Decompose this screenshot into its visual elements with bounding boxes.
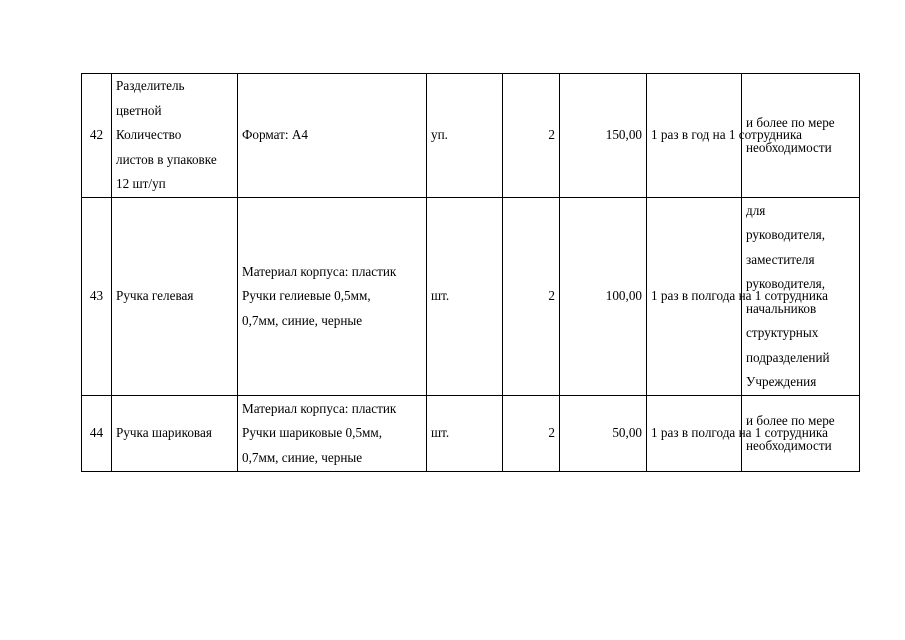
item-name: Разделитель цветной Количество листов в упаковке 12 шт/уп <box>112 74 238 198</box>
item-spec: Формат: А4 <box>238 74 427 198</box>
item-name: Ручка гелевая <box>112 198 238 396</box>
item-quantity: 2 <box>503 198 560 396</box>
item-price: 100,00 <box>560 198 647 396</box>
item-quantity: 2 <box>503 74 560 198</box>
item-note: и более по мере необходимости <box>742 396 860 472</box>
row-number: 43 <box>82 198 112 396</box>
row-number: 44 <box>82 396 112 472</box>
item-norm: 1 раз в полгода на 1 сотрудника <box>647 198 742 396</box>
item-spec: Материал корпуса: пластик Ручки шариковые 0,5мм, 0,7мм, синие, черные <box>238 396 427 472</box>
item-unit: уп. <box>427 74 503 198</box>
row-number: 42 <box>82 74 112 198</box>
table-row <box>82 74 860 198</box>
item-norm: 1 раз в год на 1 сотрудника <box>647 74 742 198</box>
item-price: 150,00 <box>560 74 647 198</box>
item-quantity: 2 <box>503 396 560 472</box>
item-norm: 1 раз в полгода на 1 сотрудника <box>647 396 742 472</box>
table-row <box>82 396 860 472</box>
item-note: и более по мере необходимости <box>742 74 860 198</box>
item-note: для руководителя, заместителя руководителя, начальников структурных подразделений Учреждения <box>742 198 860 396</box>
item-spec: Материал корпуса: пластик Ручки гелиевые 0,5мм, 0,7мм, синие, черные <box>238 198 427 396</box>
item-unit: шт. <box>427 198 503 396</box>
supplies-table <box>81 73 860 472</box>
table-row <box>82 198 860 396</box>
item-name: Ручка шариковая <box>112 396 238 472</box>
item-price: 50,00 <box>560 396 647 472</box>
item-unit: шт. <box>427 396 503 472</box>
